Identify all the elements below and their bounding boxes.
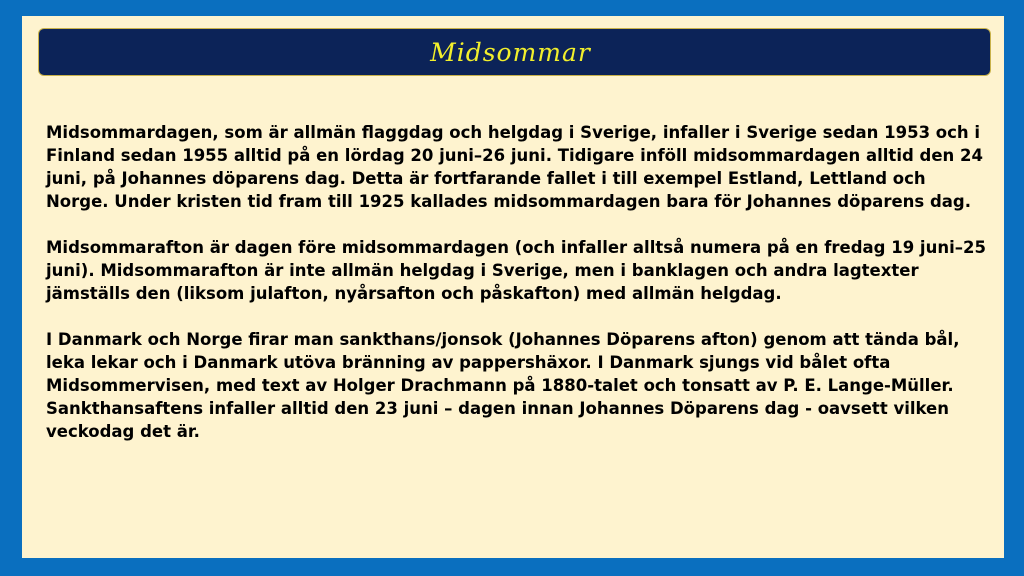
- slide: [22, 16, 1004, 558]
- slide-title: Midsommar: [430, 37, 591, 67]
- title-bar: [38, 28, 991, 76]
- paragraph-midsommardagen: Midsommardagen, som är allmän flaggdag och helgdag i Sverige, infaller i Sverige sedan 1953 och i Finland sedan 1955 alltid på en lördag 20 juni–26 juni. Tidigare inföll midsommardagen alltid den 24 juni, på Johannes döparens dag. Detta är fortfarande fallet i till exempel Estland, Lettland och Norge. Under kristen tid fram till 1925 kallades midsommardagen bara för Johannes döparens dag.: [46, 123, 983, 211]
- body-text: [46, 121, 991, 443]
- paragraph-midsommarafton: Midsommarafton är dagen före midsommardagen (och infaller alltså numera på en fredag 19 juni–25 juni). Midsommarafton är inte allmän helgdag i Sverige, men i banklagen och andra lagtexter jämställs den (liksom julafton, nyårsafton och påskafton) med allmän helgdag.: [46, 238, 986, 303]
- paragraph-sankthans: I Danmark och Norge firar man sankthans/jonsok (Johannes Döparens afton) genom att tända bål, leka lekar och i Danmark utöva bränning av pappershäxor. I Danmark sjungs vid bålet ofta Midsommervisen, med text av Holger Drachmann på 1880-talet och tonsatt av P. E. Lange-Müller. Sankthansaftens infaller alltid den 23 juni – dagen innan Johannes Döparens dag - oavsett vilken veckodag det är.: [46, 330, 960, 441]
